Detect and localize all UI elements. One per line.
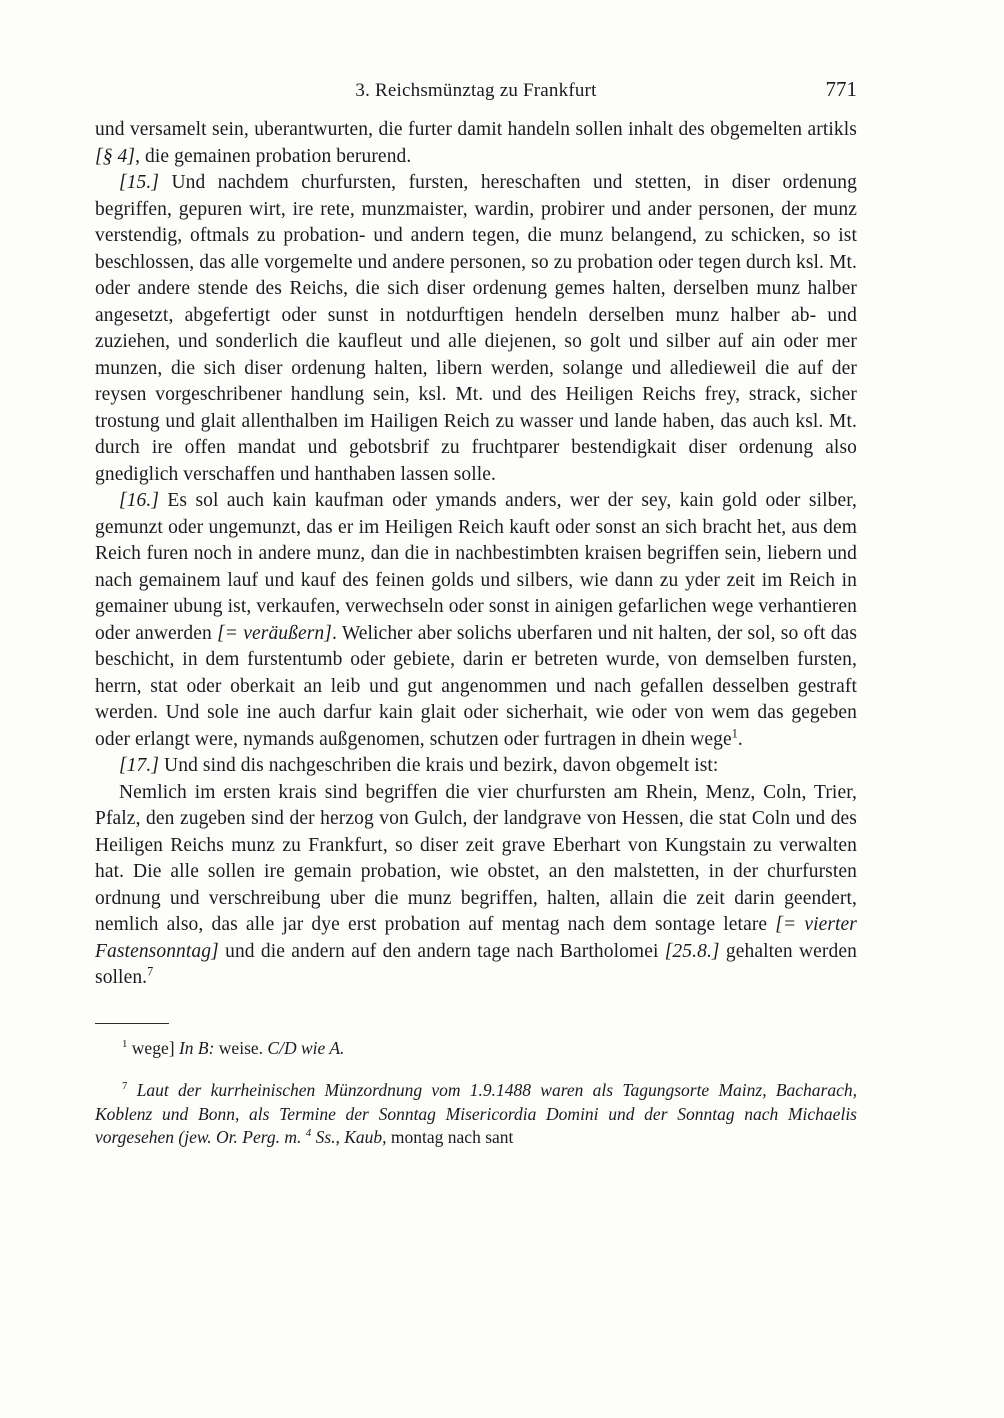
text-run: [= vierter Fastensonntag]: [95, 914, 857, 962]
text-run: , die gemainen probation berurend.: [135, 145, 412, 167]
footnote-marker: 1: [731, 726, 738, 740]
text-run: [25.8.]: [664, 940, 720, 962]
paragraph: [95, 170, 857, 488]
footnote: [95, 1079, 857, 1150]
text-run: Nemlich im ersten krais sind begriffen die vier churfursten am Rhein, Menz, Coln, Trier, Pfalz, den zugeben sind der herzog von Gulch, der landgrave von Hessen, die stat Coln und des Heiligen Reichs munz zu Frankfurt, so diser zeit grave Eberhart von Kungstain zu verwalten hat. Die alle sollen ire gemain probation, wie obstet, an den malstetten, in der churfursten ordnung und verschreibung uber die munz begriffen, halten, allain die zeit darin geendert, nemlich also, das alle jar dye erst probation auf mentag nach dem sontage letare: [95, 781, 857, 935]
text-run: und die andern auf den andern tage nach Bartholomei: [218, 940, 665, 962]
footnote-marker: 1: [122, 1037, 128, 1050]
body-text: [95, 117, 857, 992]
text-run: C/D wie A.: [267, 1037, 345, 1058]
footnote-marker: 7: [147, 964, 154, 979]
text-run: [= veräußern]: [217, 622, 332, 644]
footnote-marker: 4: [305, 1127, 312, 1140]
text-run: [17.]: [119, 755, 160, 776]
text-run: [§ 4]: [95, 145, 136, 167]
text-run: Ss., Kaub,: [311, 1127, 387, 1147]
footnote: [95, 1037, 857, 1061]
paragraph: [95, 488, 857, 753]
page-number: 771: [825, 77, 857, 101]
paragraph: [95, 780, 857, 992]
text-run: montag nach sant: [386, 1127, 514, 1147]
text-run: gehalten werden sollen.: [95, 940, 857, 988]
paragraph: [95, 753, 857, 780]
footnotes: [95, 1037, 857, 1150]
footnote-separator: [95, 1023, 169, 1024]
page-header: [95, 78, 857, 104]
text-run: .: [737, 728, 743, 750]
text-run: Und sind dis nachgeschriben die krais und bezirk, davon obgemelt ist:: [159, 755, 719, 776]
running-title: 3. Reichsmünztag zu Frankfurt: [355, 80, 597, 101]
footnote-marker: 7: [122, 1080, 128, 1093]
text-run: weise.: [214, 1037, 268, 1058]
text-run: . Welicher aber solichs uberfaren und nit halten, der sol, so oft das beschicht, in dem furstentumb oder gebiete, darin er betreten wurde, von demselben fursten, herrn, stat oder oberkait an leib und gut angenommen und nach gefallen desselben gestraft werden. Und sole ine auch darfur kain glait oder sicherhait, wie oder von wem das gegeben oder erlangt were, nymands außgenomen, schutzen oder furtragen in dhein wege: [95, 622, 858, 750]
text-run: und versamelt sein, uberantwurten, die furter damit handeln sollen inhalt des obgemelten artikls: [95, 119, 857, 140]
text-run: [16.]: [119, 490, 160, 511]
text-run: wege]: [127, 1037, 179, 1058]
text-run: [15.]: [119, 172, 160, 193]
text-run: In B:: [178, 1037, 215, 1058]
text-run: Und nachdem churfursten, fursten, hereschaften und stetten, in diser ordenung begriffen, gepuren wirt, ire rete, munzmaister, wardin, probirer und ander personen, der munz verstendig, oftmals zu probation- und andern tegen, die munz belangend, zu schicken, so ist beschlossen, das alle vorgemelte und andere personen, so zu probation oder tegen durch ksl. Mt. oder andere stende des Reichs, die sich diser ordenung gemes halten, derselben munz halber angesetzt, abgefertigt oder sunst in notdurftigen hendeln derselben munz halber ab- und zuziehen, und sonderlich die kaufleut und alle diejenen, so golt und silber auf ain oder mer munzen, die sich diser ordenung halten, libern werden, solange und alledieweil die auf der reysen vorgeschribener handlung sein, ksl. Mt. und des Heiligen Reichs frey, strack, sicher trostung und glait allenthalben im Hailigen Reich zu wasser und lande haben, das auch ksl. Mt. durch ire offen mandat und gebotsbrif zu fruchtparer bestendigkait diser ordenung also gnediglich verschaffen und hanthaben lassen solle.: [95, 172, 857, 485]
text-run: Es sol auch kain kaufman oder ymands anders, wer der sey, kain gold oder silber, gemunzt oder ungemunzt, das er im Heiligen Reich kauft oder sonst an sich bracht het, aus dem Reich furen noch in andere munz, dan die in nachbestimbten kraisen begriffen sein, liebern und nach gemainem lauf und kauf des feinen golds und silbers, wie dann zu yder zeit im Reich in gemainer ubung ist, verkaufen, verwechseln oder sonst in ainigen gefarlichen wege verhantieren oder anwerden: [95, 490, 857, 644]
text-run: [127, 1080, 136, 1100]
paragraph: [95, 117, 857, 170]
text-run: Laut der kurrheinischen Münzordnung vom 1.9.1488 waren als Tagungsorte Mainz, Bacharach, Koblenz und Bonn, als Termine der Sonntag Misericordia Domini und der Sonntag nach Michaelis vorgesehen (jew. Or. Perg. m.: [95, 1080, 858, 1147]
